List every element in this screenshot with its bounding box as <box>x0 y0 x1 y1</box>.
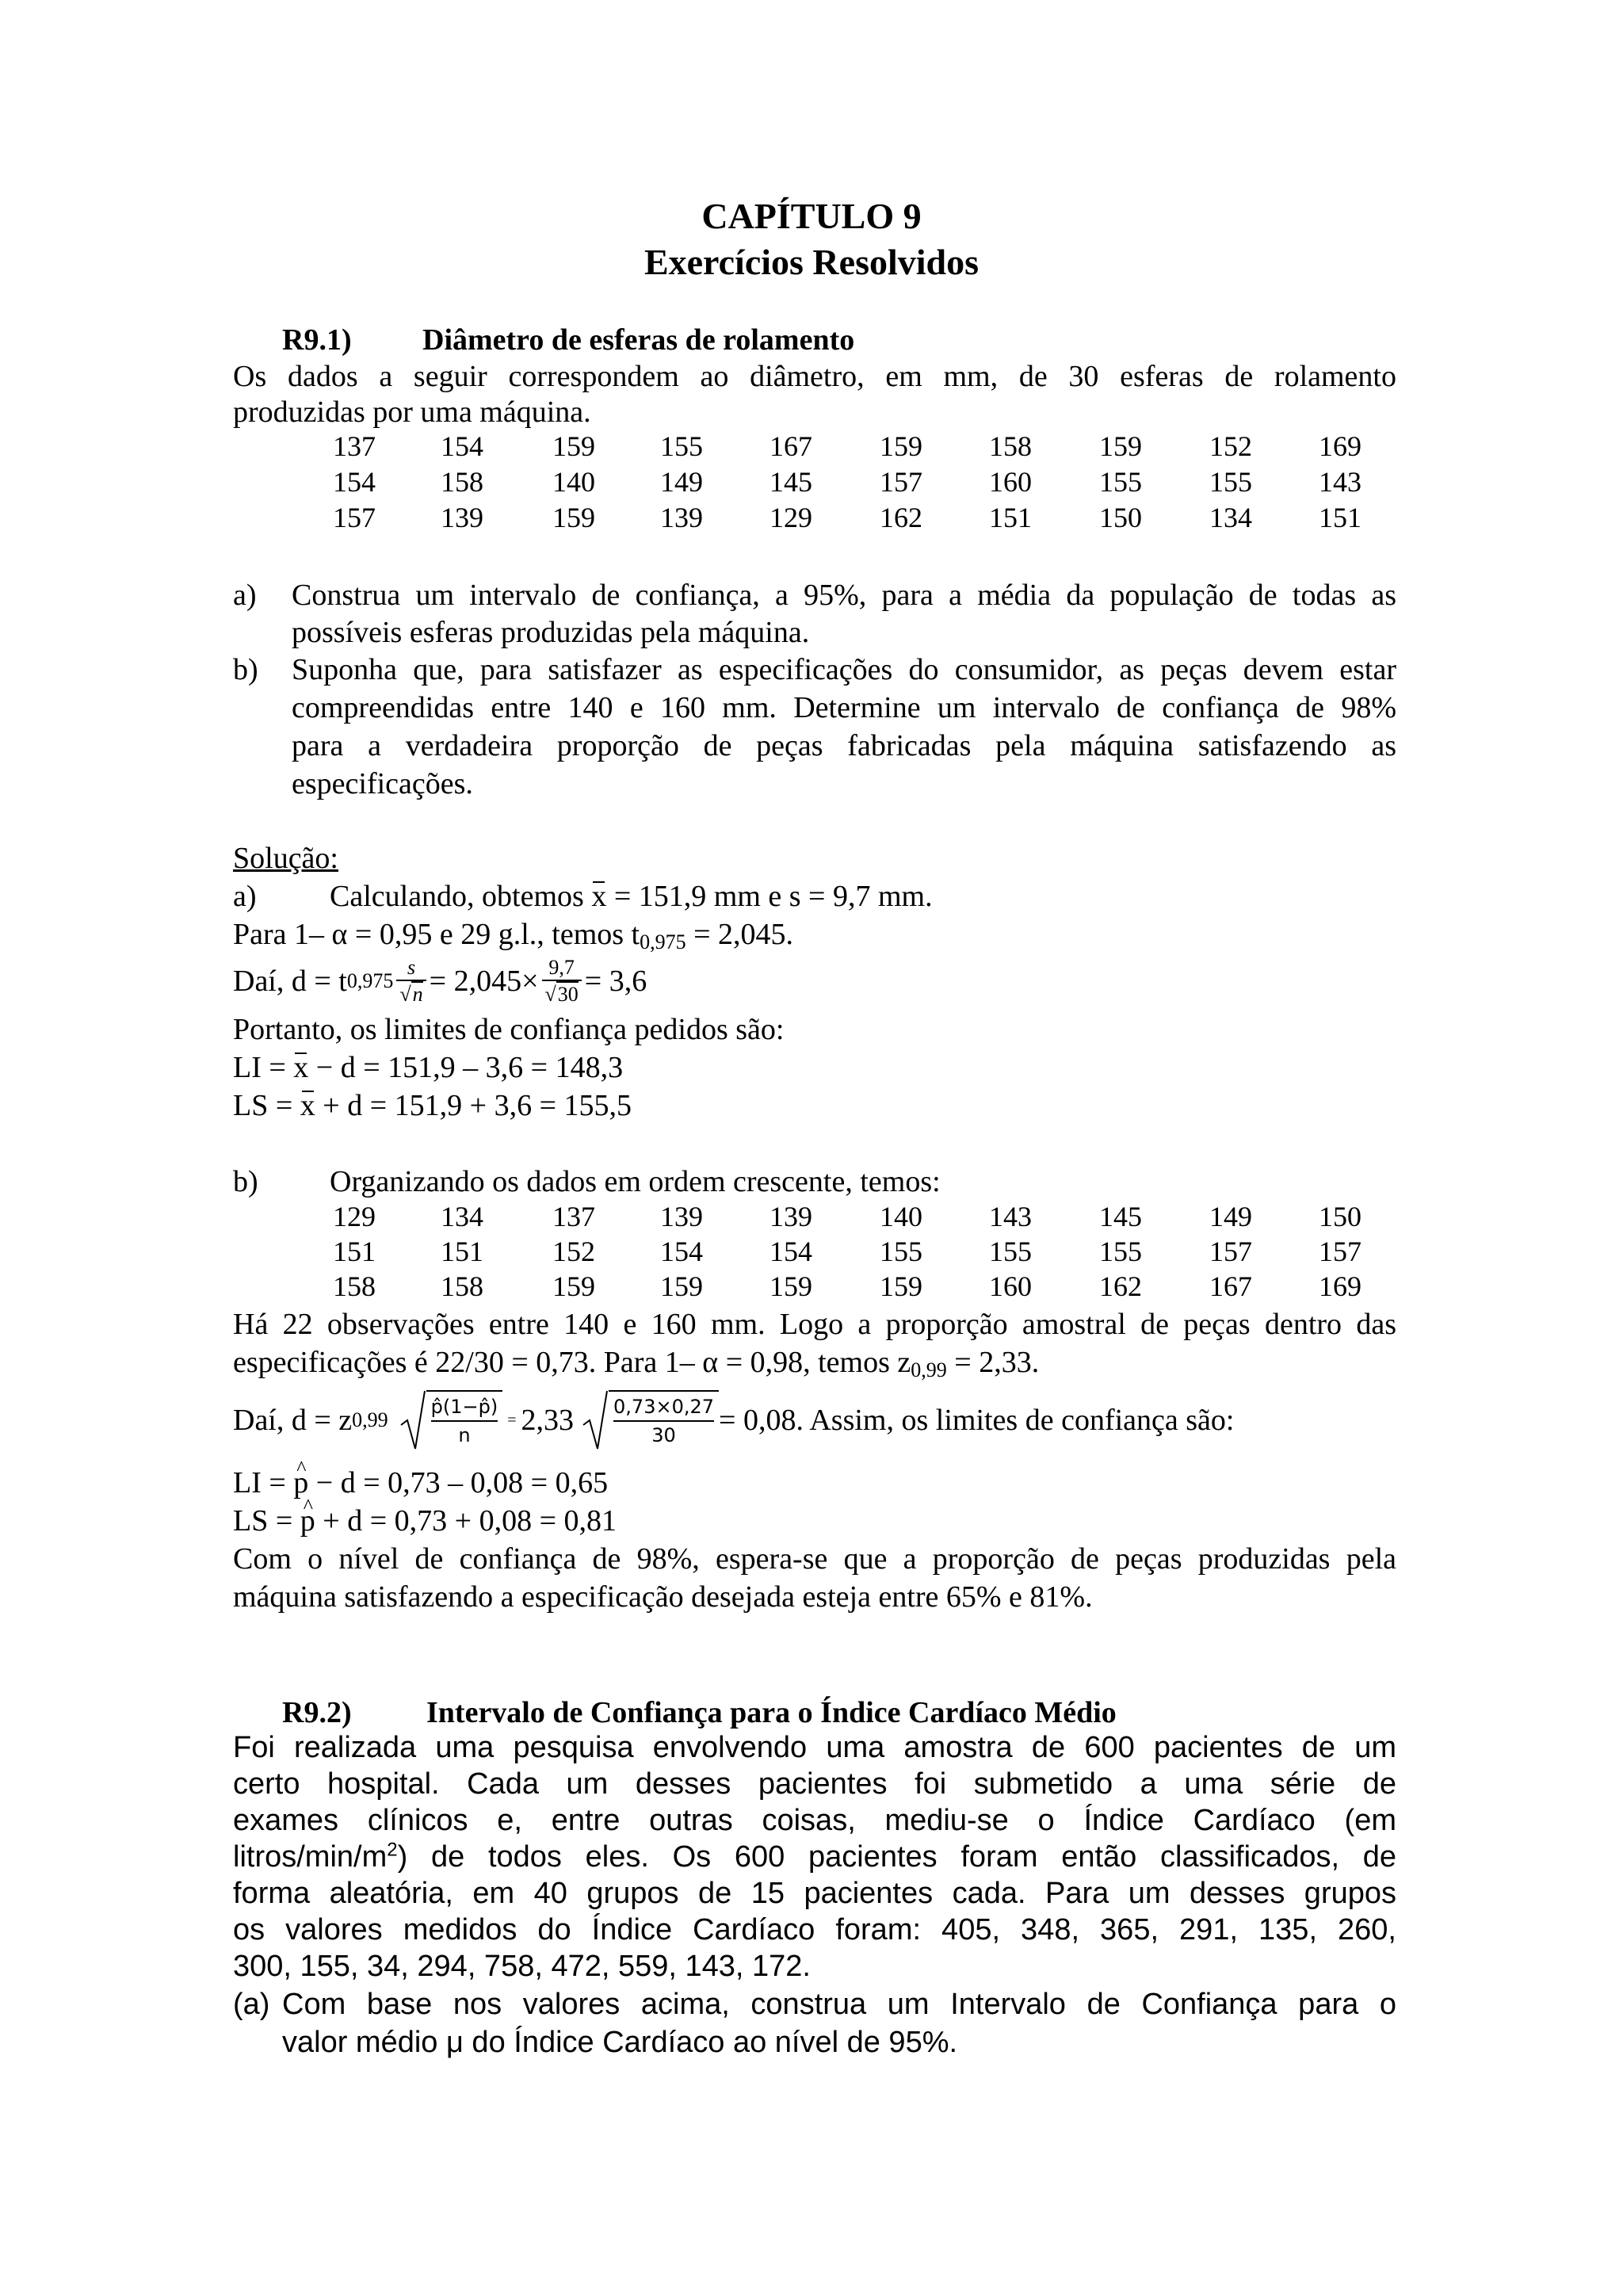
solution-b-ls: LS = ^ p + d = 0,73 + 0,08 = 0,81 <box>233 1503 617 1539</box>
data-cell: 158 <box>441 466 483 498</box>
data-cell: 139 <box>660 1201 703 1232</box>
data-cell: 151 <box>989 502 1032 533</box>
r92-line4: litros/$\min/m^2$) de todos eles. Os 600 pacientes foram então classificados, de <box>233 1839 1396 1874</box>
r92-line6: os valores medidos do Índice Cardíaco foram: 405, 348, 365, 291, 135, 260, <box>233 1913 1396 1946</box>
data-cell: 159 <box>552 1270 595 1302</box>
data-cell: 169 <box>1319 1270 1361 1302</box>
value-fraction: $\frac{9,7}{√30}$ <box>542 956 582 1007</box>
r92-line1: Foi realizada uma pesquisa envolvendo uma amostra de 600 pacientes de um <box>233 1731 1396 1764</box>
data-cell: 137 <box>333 430 376 462</box>
data-cell: 160 <box>989 466 1032 498</box>
data-cell: 157 <box>1319 1236 1361 1267</box>
solution-a-line2: Para 1– α = 0,95 e 29 g.l., temos $t_{0,975} = 2,045$. <box>233 918 794 953</box>
solution-a-ls: LS = x + d = 151,9 + 3,6 = 155,5 <box>233 1089 632 1122</box>
r91-data-row <box>0 430 1623 464</box>
data-cell: 139 <box>769 1201 812 1232</box>
r91-intro-line2: produzidas por uma máquina. <box>233 395 591 429</box>
r92-line5: forma aleatória, em 40 grupos de 15 pacientes cada. Para um desses grupos <box>233 1877 1396 1910</box>
s-over-sqrt-n-fraction: $\frac{s}{√n}$ <box>396 956 426 1007</box>
r91-data-row <box>0 501 1623 536</box>
data-cell: 145 <box>769 466 812 498</box>
data-cell: 140 <box>552 466 595 498</box>
data-cell: 160 <box>989 1270 1032 1302</box>
question-a-line1: Construa um intervalo de confiança, a 95%, para a média da população de todas as <box>292 579 1396 612</box>
data-cell: 159 <box>769 1270 812 1302</box>
solution-b-formula: Daí, d = z 0,99 $\frac{p̂(1-p̂)}{n}$ = 2,33 $\frac{0,73\times 0,27}{30}$ = 0,08. Assim, os limites de confiança são: <box>233 1389 1234 1452</box>
data-cell: 145 <box>1099 1201 1142 1232</box>
data-cell: 159 <box>660 1270 703 1302</box>
solution-b-label: b) <box>233 1165 258 1198</box>
data-cell: 154 <box>441 430 483 462</box>
x-bar-symbol: x <box>300 1089 315 1122</box>
question-b-line3: para a verdadeira proporção de peças fabricadas pela máquina satisfazendo as <box>292 729 1396 762</box>
solution-b-conclusion-line1: Com o nível de confiança de 98%, espera-se que a proporção de peças produzidas pela <box>233 1542 1396 1576</box>
question-a-label: a) <box>233 579 257 612</box>
data-cell: 151 <box>441 1236 483 1267</box>
solution-a-label: a) <box>233 880 257 913</box>
r92-question-a-line2: valor médio μ do Índice Cardíaco ao nível de 95%. <box>282 2026 958 2059</box>
data-cell: 159 <box>880 1270 922 1302</box>
data-cell: 169 <box>1319 430 1361 462</box>
solution-a-line4: Portanto, os limites de confiança pedidos são: <box>233 1013 785 1046</box>
solution-b-line1: Organizando os dados em ordem crescente, temos: <box>330 1165 941 1198</box>
data-cell: 158 <box>441 1270 483 1302</box>
r92-question-a-label: (a) <box>233 1988 270 2021</box>
data-cell: 154 <box>333 466 376 498</box>
p-hat-symbol: ^ p <box>293 1465 308 1501</box>
data-cell: 134 <box>1209 502 1252 533</box>
solution-a-line1: Calculando, obtemos x = 151,9 mm e s = 9,7 mm. <box>330 880 933 913</box>
data-cell: 150 <box>1319 1201 1361 1232</box>
solution-b-conclusion-line2: máquina satisfazendo a especificação desejada esteja entre 65% e 81%. <box>233 1580 1093 1614</box>
data-cell: 129 <box>769 502 812 533</box>
data-cell: 159 <box>880 430 922 462</box>
chapter-subtitle: Exercícios Resolvidos <box>643 242 980 282</box>
data-cell: 167 <box>1209 1270 1252 1302</box>
exercise-number-r92: R9.2) <box>282 1696 352 1729</box>
data-cell: 157 <box>1209 1236 1252 1267</box>
question-b-label: b) <box>233 653 258 686</box>
sqrt-sign-icon <box>399 1390 426 1450</box>
data-cell: 139 <box>441 502 483 533</box>
data-cell: 152 <box>1209 430 1252 462</box>
data-cell: 159 <box>552 502 595 533</box>
question-b-line4: especificações. <box>292 767 473 800</box>
data-cell: 140 <box>880 1201 922 1232</box>
data-cell: 155 <box>1209 466 1252 498</box>
r92-line2: certo hospital. Cada um desses pacientes foi submetido a uma série de <box>233 1767 1396 1801</box>
p-hat-symbol: ^ p <box>300 1503 315 1539</box>
data-cell: 154 <box>660 1236 703 1267</box>
data-cell: 151 <box>1319 502 1361 533</box>
solution-a-li: LI = x − d = 151,9 – 3,6 = 148,3 <box>233 1051 624 1084</box>
data-cell: 159 <box>1099 430 1142 462</box>
data-cell: 155 <box>989 1236 1032 1267</box>
question-b-line2: compreendidas entre 140 e 160 mm. Determine um intervalo de confiança de 98% <box>292 691 1396 724</box>
question-b-line1: Suponha que, para satisfazer as especificações do consumidor, as peças devem estar <box>292 653 1396 686</box>
data-cell: 155 <box>660 430 703 462</box>
data-cell: 129 <box>333 1201 376 1232</box>
data-cell: 143 <box>1319 466 1361 498</box>
r92-question-a-line1: Com base nos valores acima, construa um Intervalo de Confiança para o <box>282 1988 1396 2021</box>
sqrt-value-fraction: $\frac{0,73\times 0,27}{30}$ <box>582 1390 719 1450</box>
solution-a-line3-formula: Daí, d = t 0,975 $\frac{s}{√n}$ = 2,045× $\frac{9,7}{√30}$ = 3,6 <box>233 956 647 1006</box>
r92-line7: 300, 155, 34, 294, 758, 472, 559, 143, 172. <box>233 1950 811 1983</box>
data-cell: 149 <box>660 466 703 498</box>
solution-b-line2: Há 22 observações entre 140 e 160 mm. Logo a proporção amostral de peças dentro das <box>233 1308 1396 1341</box>
x-bar-symbol: x <box>293 1051 309 1084</box>
data-cell: 149 <box>1209 1201 1252 1232</box>
exercise-heading-r92: Intervalo de Confiança para o Índice Cardíaco Médio <box>426 1696 1117 1729</box>
data-cell: 154 <box>769 1236 812 1267</box>
exercise-number-r91: R9.1) <box>282 323 352 357</box>
data-cell: 152 <box>552 1236 595 1267</box>
data-cell: 158 <box>989 430 1032 462</box>
data-cell: 158 <box>333 1270 376 1302</box>
data-cell: 139 <box>660 502 703 533</box>
solution-b-li: LI = ^ p − d = 0,73 – 0,08 = 0,65 <box>233 1465 608 1501</box>
data-cell: 151 <box>333 1236 376 1267</box>
r91-data-row <box>0 465 1623 500</box>
question-a-line2: possíveis esferas produzidas pela máquina. <box>292 616 810 649</box>
sorted-data-row <box>0 1235 1623 1270</box>
data-cell: 167 <box>769 430 812 462</box>
data-cell: 134 <box>441 1201 483 1232</box>
data-cell: 162 <box>1099 1270 1142 1302</box>
sorted-data-row <box>0 1200 1623 1235</box>
data-cell: 137 <box>552 1201 595 1232</box>
data-cell: 155 <box>1099 1236 1142 1267</box>
sqrt-sign-icon <box>582 1390 609 1450</box>
data-cell: 155 <box>1099 466 1142 498</box>
data-cell: 155 <box>880 1236 922 1267</box>
data-cell: 159 <box>552 430 595 462</box>
chapter-title: CAPÍTULO 9 <box>701 196 922 236</box>
exercise-heading-r91: Diâmetro de esferas de rolamento <box>422 323 855 357</box>
solution-label: Solução: <box>233 842 338 875</box>
r91-intro-line1: Os dados a seguir correspondem ao diâmetro, em mm, de 30 esferas de rolamento <box>233 360 1396 393</box>
data-cell: 157 <box>333 502 376 533</box>
r92-line3: exames clínicos e, entre outras coisas, mediu-se o Índice Cardíaco (em <box>233 1804 1396 1837</box>
data-cell: 157 <box>880 466 922 498</box>
x-bar-symbol: x <box>591 880 607 913</box>
sqrt-p-hat-fraction: $\frac{p̂(1-p̂)}{n}$ <box>399 1390 503 1450</box>
data-cell: 162 <box>880 502 922 533</box>
data-cell: 150 <box>1099 502 1142 533</box>
data-cell: 143 <box>989 1201 1032 1232</box>
sorted-data-row <box>0 1270 1623 1305</box>
solution-b-line3: especificações é 22/30 = 0,73. Para 1– α = 0,98, temos $z_{0,99} = 2,33$. <box>233 1346 1040 1381</box>
